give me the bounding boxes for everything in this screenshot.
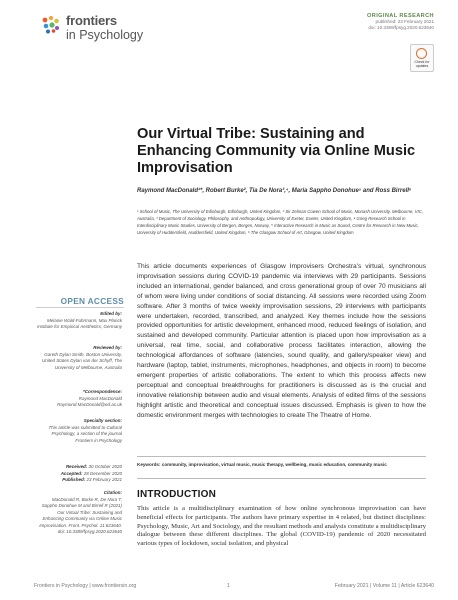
article-type: ORIGINAL RESEARCH bbox=[367, 13, 434, 19]
specialty-label: Specialty section: bbox=[83, 418, 122, 423]
received-label: Received: bbox=[65, 464, 88, 469]
article-title: Our Virtual Tribe: Sustaining and Enhancing Community via Online Music Improvisation bbox=[137, 126, 416, 176]
footer-issue: February 2021 | Volume 11 | Article 623640 bbox=[334, 583, 434, 589]
footer-page-number: 1 bbox=[227, 583, 230, 589]
footer-journal[interactable]: Frontiers in Psychology | www.frontiersin.org bbox=[34, 583, 137, 589]
journal-logo[interactable] bbox=[40, 12, 170, 48]
published-label: Published: bbox=[62, 477, 86, 482]
keywords-list: community, improvisation, virtual music, music therapy, wellbeing, music education, community music bbox=[161, 462, 387, 467]
edited-by bbox=[36, 311, 122, 331]
introduction-text: This article is a multidisciplinary examination of how online synchronous improvisation can have beneficial effects for participants. The authors have primary expertise in 4 related, but distinct disciplines: Psychology, Music, Art and Sociology, and the resultant methods and analysis constitute a multidisciplinary dialogue between these different disciplines. The global (COVID-19) pandemic of 2020 necessitated various types of lockdown, social isolation, and physical bbox=[137, 505, 426, 548]
citation-value: MacDonald R, Burke R, De Nora T, Sappho Donohue M and Birrell R (2021) Our Virtual Tribe: Sustaining and Enhancing Community via Online Music Improvisation. Front. Psychol. 11:623640. doi: 10.3389/fpsyg.2020.623640 bbox=[39, 496, 122, 534]
accepted-label: Accepted: bbox=[60, 470, 83, 476]
doi[interactable]: doi: 10.3389/fpsyg.2020.623640 bbox=[368, 25, 434, 30]
keywords-bottom-divider bbox=[137, 478, 426, 479]
correspondence-label: *Correspondence: bbox=[82, 389, 122, 394]
keywords-label: Keywords: bbox=[137, 462, 161, 467]
logo-wordmark: frontiers bbox=[66, 13, 117, 28]
affiliations: ¹ School of Music, The University of Edinburgh, Edinburgh, United Kingdom, ² Sir Zelman Cowen School of Music, Monash University, Melbourne, VIC, Australia, ³ Department of Sociology, Philosophy, and Anthropology, University of Exeter, Exeter, United Kingdom, ⁴ Grieg Research School in Interdisciplinary Music Studies, University of Bergen, Bergen, Norway, ⁵ Interactive Research in Music as Sound, Centre for Research in New Music, University of Huddersfield, Huddersfield, United Kingdom, ⁶ The Glasgow School of Art, Glasgow, United Kingdom bbox=[137, 209, 424, 235]
logo-journal-name: in Psychology bbox=[66, 28, 144, 42]
reviewed-by bbox=[36, 345, 122, 371]
reviewed-by-label: Reviewed by: bbox=[93, 345, 122, 350]
keywords-top-divider bbox=[137, 456, 426, 457]
citation bbox=[36, 490, 122, 536]
dates bbox=[36, 464, 122, 484]
update-circle-icon bbox=[416, 48, 427, 59]
sidebar-divider bbox=[36, 307, 124, 308]
published-date-side: 23 February 2021 bbox=[86, 477, 122, 482]
accepted-date: 28 December 2020 bbox=[83, 470, 122, 476]
specialty-value: This article was submitted to Cultural Psychology, a section of the journal Frontiers in Psychology bbox=[48, 424, 122, 443]
article-meta bbox=[367, 13, 434, 31]
frontiers-logo-icon bbox=[40, 14, 62, 36]
citation-label: Citation: bbox=[103, 490, 122, 495]
specialty-section bbox=[36, 418, 122, 444]
correspondence-value[interactable]: Raymond MacDonald Raymond.MacDonald@ed.ac.uk bbox=[57, 395, 122, 407]
section-heading-introduction: INTRODUCTION bbox=[137, 489, 217, 500]
published-date: published: 23 February 2021 bbox=[375, 19, 434, 24]
open-access-label: OPEN ACCESS bbox=[60, 296, 124, 306]
edited-by-label: Edited by: bbox=[100, 311, 122, 316]
badge-label: Check for updates bbox=[414, 60, 430, 68]
correspondence bbox=[36, 389, 122, 409]
abstract: This article documents experiences of Glasgow Improvisers Orchestra's virtual, synchronous improvisation sessions during COVID-19 pandemic via interviews with 29 participants. Sessions included an international, gender balanced, and cross generational group of over 70 musicians all of whom were living under conditions of social distancing. All sessions were recorded using Zoom software. After 3 months of twice weekly improvisation sessions, 29 interviews with participants were undertaken, recorded, transcribed, and analyzed. Key themes include how the sessions provided opportunities for artistic development, enhanced mood, reduced feelings of isolation, and sustained and developed community. Particular attention is placed upon how improvisation as a universal, real time, social, and collaborative process facilitates interaction, allowing the technological affordances of software (latencies, sound quality, and gallery/speaker view) and hardware (laptop, tablet, instruments, microphones, headphones, and objects in room) to become emergent properties of artistic collaborations. The extent to which this process affects new perceptual and conceptual breakthroughs for practitioners is discussed as is the crucial and innovative relationship between audio and visual elements. Analysis of edited films of the sessions highlight artistic and theoretical and conceptual issues discussed. Emphasis is given to how the domestic environment merges with technologies to create The Theatre of Home. bbox=[137, 263, 426, 419]
received-date: 30 October 2020 bbox=[88, 464, 122, 469]
author-list[interactable]: Raymond MacDonald¹*, Robert Burke², Tia De Nora³,⁴, Maria Sappho Donohue⁵ and Ross Birrell⁶ bbox=[137, 188, 412, 194]
edited-by-value: Melanie Wald-Fuhrmann, Max Planck Institute for Empirical Aesthetics, Germany bbox=[37, 317, 122, 329]
keywords bbox=[137, 462, 426, 469]
reviewed-by-value: Gareth Dylan Smith, Boston University, United States Dylan van der Schyff, The University of Melbourne, Australia bbox=[41, 351, 122, 370]
check-for-updates-badge[interactable] bbox=[410, 44, 434, 72]
